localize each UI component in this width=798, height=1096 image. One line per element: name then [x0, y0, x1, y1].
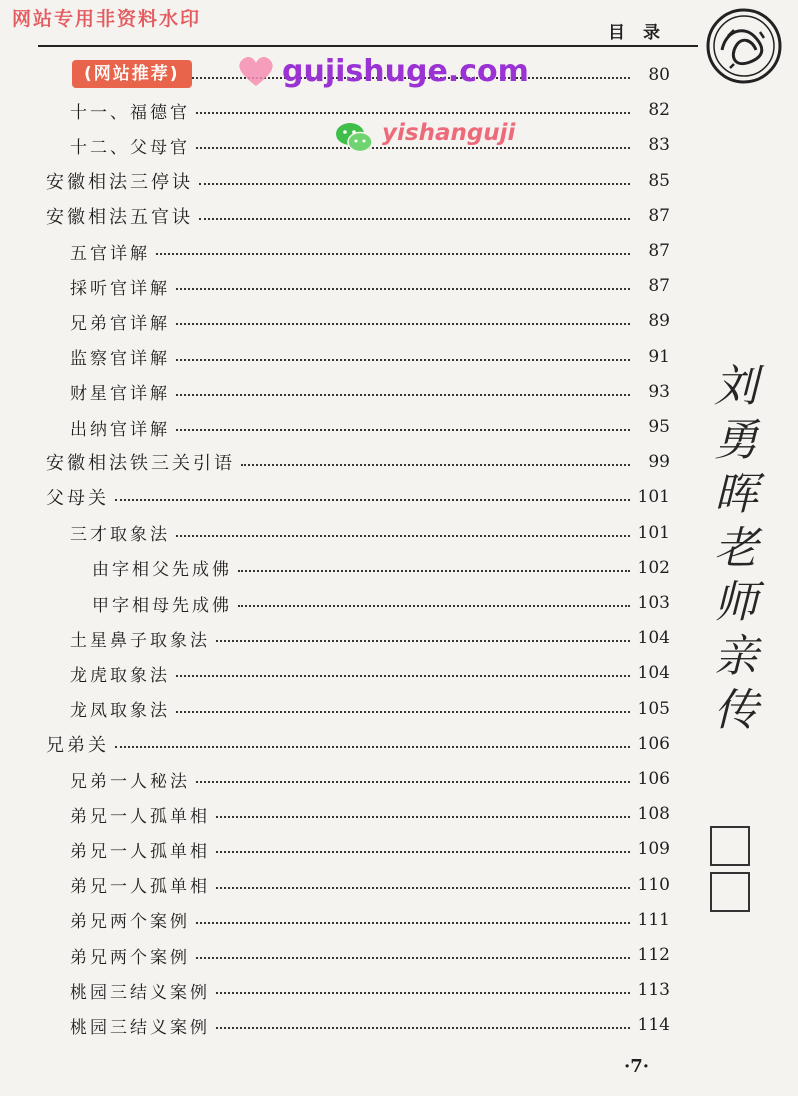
toc-entry-page: 106 [637, 769, 670, 789]
toc-entry [46, 201, 670, 231]
toc-entry [92, 588, 670, 618]
toc-entry-page: 101 [637, 487, 670, 508]
toc-entry-label: 弟兄一人孤单相 [70, 806, 210, 827]
toc-entry [70, 518, 670, 548]
toc-entry [70, 306, 670, 336]
toc-entry-label: 弟兄两个案例 [70, 912, 190, 933]
toc-leader-dots [196, 781, 630, 783]
toc-entry [70, 940, 670, 970]
toc-entry [46, 482, 670, 512]
toc-entry-page: 112 [637, 945, 670, 965]
toc-entry-label: 由字相父先成佛 [92, 560, 232, 581]
toc-entry-label: 十二、父母官 [70, 137, 190, 158]
toc-leader-dots [216, 640, 630, 642]
toc-entry-page: 83 [648, 135, 670, 156]
toc-leader-dots [115, 499, 630, 501]
toc-entry [46, 729, 670, 759]
toc-entry-page: 114 [637, 1015, 670, 1036]
toc-leader-dots [199, 218, 630, 220]
toc-leader-dots [238, 570, 630, 572]
toc-entry-page: 104 [637, 628, 670, 649]
toc-entry-page: 101 [637, 522, 670, 543]
toc-entry-label: 安徽相法五官诀 [46, 206, 193, 228]
toc-entry-page: 105 [637, 698, 670, 719]
toc-leader-dots [199, 183, 630, 185]
wechat-icon [334, 120, 374, 156]
toc-leader-dots [238, 605, 630, 607]
toc-entry-page: 80 [648, 65, 670, 85]
toc-entry [70, 623, 670, 653]
toc-entry-label: 桃园三结义案例 [70, 982, 210, 1003]
toc-entry-label: 十一、福德官 [70, 102, 190, 123]
toc-entry [46, 166, 670, 196]
toc-entry [70, 905, 670, 935]
toc-leader-dots [176, 359, 630, 361]
seal-stamp-upper [710, 826, 750, 866]
toc-entry-page: 110 [637, 874, 670, 895]
toc-entry-page: 104 [637, 663, 670, 684]
toc-entry-page: 82 [648, 100, 670, 121]
toc-entry-label: 弟兄一人孤单相 [70, 841, 210, 862]
toc-entry-page: 113 [637, 980, 670, 1001]
toc-entry-label: 兄弟关 [46, 734, 109, 756]
toc-entry-page: 87 [648, 276, 670, 297]
toc-entry-page: 87 [648, 205, 670, 226]
toc-leader-dots [216, 851, 630, 853]
toc-entry-page: 93 [648, 381, 670, 402]
toc-entry [46, 447, 670, 477]
toc-leader-dots [176, 535, 630, 537]
toc-entry [70, 342, 670, 372]
toc-leader-dots [216, 887, 630, 889]
toc-leader-dots [115, 746, 630, 748]
toc-entry-page: 87 [648, 241, 670, 261]
toc-entry-page: 91 [648, 346, 670, 367]
toc-entry-label: 甲字相母先成佛 [92, 595, 232, 616]
toc-entry [70, 658, 670, 688]
toc-entry-label: 採听官详解 [70, 278, 170, 299]
toc-leader-dots [176, 429, 630, 431]
toc-entry-label: 安徽相法三停诀 [46, 171, 193, 193]
toc-entry-label: 桃园三结义案例 [70, 1017, 210, 1038]
promo-badge: (网站推荐) [72, 60, 192, 88]
heart-icon [236, 54, 276, 88]
toc-leader-dots [176, 288, 630, 290]
promo-url: gujishuge.com [282, 54, 529, 89]
toc-entry-page: 103 [637, 593, 670, 613]
toc-leader-dots [216, 1027, 630, 1029]
toc-entry-label: 监察官详解 [70, 349, 170, 370]
toc-entry-label: 兄弟官详解 [70, 313, 170, 334]
page-number: ·7· [624, 1056, 650, 1077]
toc-entry-label: 弟兄一人孤单相 [70, 877, 210, 898]
toc-entry-label: 龙虎取象法 [70, 665, 170, 686]
toc-entry [70, 377, 670, 407]
toc-entry-page: 109 [637, 839, 670, 860]
toc-leader-dots [176, 323, 630, 325]
toc-entry-page: 99 [648, 452, 670, 473]
toc-entry-label: 父母关 [46, 488, 109, 510]
toc-leader-dots [196, 957, 630, 959]
toc-entry-label: 财星官详解 [70, 384, 170, 405]
toc-leader-dots [216, 992, 630, 994]
toc-entry-label: 兄弟一人秘法 [70, 771, 190, 792]
toc-entry [70, 870, 670, 900]
toc-entry [70, 1010, 670, 1040]
toc-entry-page: 89 [648, 311, 670, 332]
toc-entry-label: 出纳官详解 [70, 419, 170, 440]
toc-leader-dots [196, 922, 630, 924]
toc-entry-label: 五官详解 [70, 243, 150, 264]
toc-entry-page: 102 [637, 557, 670, 578]
toc-entry [70, 694, 670, 724]
toc-leader-dots [216, 816, 630, 818]
toc-entry-page: 108 [637, 804, 670, 825]
toc-entry-label: 土星鼻子取象法 [70, 630, 210, 651]
watermark-text: 网站专用非资料水印 [12, 8, 202, 30]
toc-entry [92, 553, 670, 583]
toc-entry [70, 834, 670, 864]
toc-leader-dots [196, 112, 630, 114]
toc-entry [70, 975, 670, 1005]
toc-entry-label: 龙凤取象法 [70, 701, 170, 722]
toc-leader-dots [176, 394, 630, 396]
toc-entry-label: 安徽相法铁三关引语 [46, 453, 235, 475]
wechat-id: yishanguji [382, 120, 516, 146]
toc-entry-page: 95 [648, 417, 670, 437]
toc-leader-dots [176, 711, 630, 713]
toc-leader-dots [156, 253, 630, 255]
toc-entry-label: 弟兄两个案例 [70, 947, 190, 968]
toc-entry-page: 111 [637, 909, 670, 930]
toc-entry [70, 764, 670, 794]
toc-entry [70, 236, 670, 266]
header-title: 目录 [608, 23, 678, 43]
dragon-seal-icon [704, 6, 784, 86]
toc-entry-page: 106 [637, 733, 670, 754]
toc-leader-dots [241, 464, 630, 466]
toc-leader-dots [176, 675, 630, 677]
seal-stamp-lower [710, 872, 750, 912]
toc-entry [70, 271, 670, 301]
toc-entry [70, 799, 670, 829]
toc-entry [70, 412, 670, 442]
toc-entry-page: 85 [648, 170, 670, 191]
toc-entry-label: 三才取象法 [70, 525, 170, 546]
vertical-side-title: 刘勇晖老师亲传 [714, 361, 758, 736]
toc-leader-dots [196, 147, 630, 149]
header-rule [38, 45, 698, 47]
